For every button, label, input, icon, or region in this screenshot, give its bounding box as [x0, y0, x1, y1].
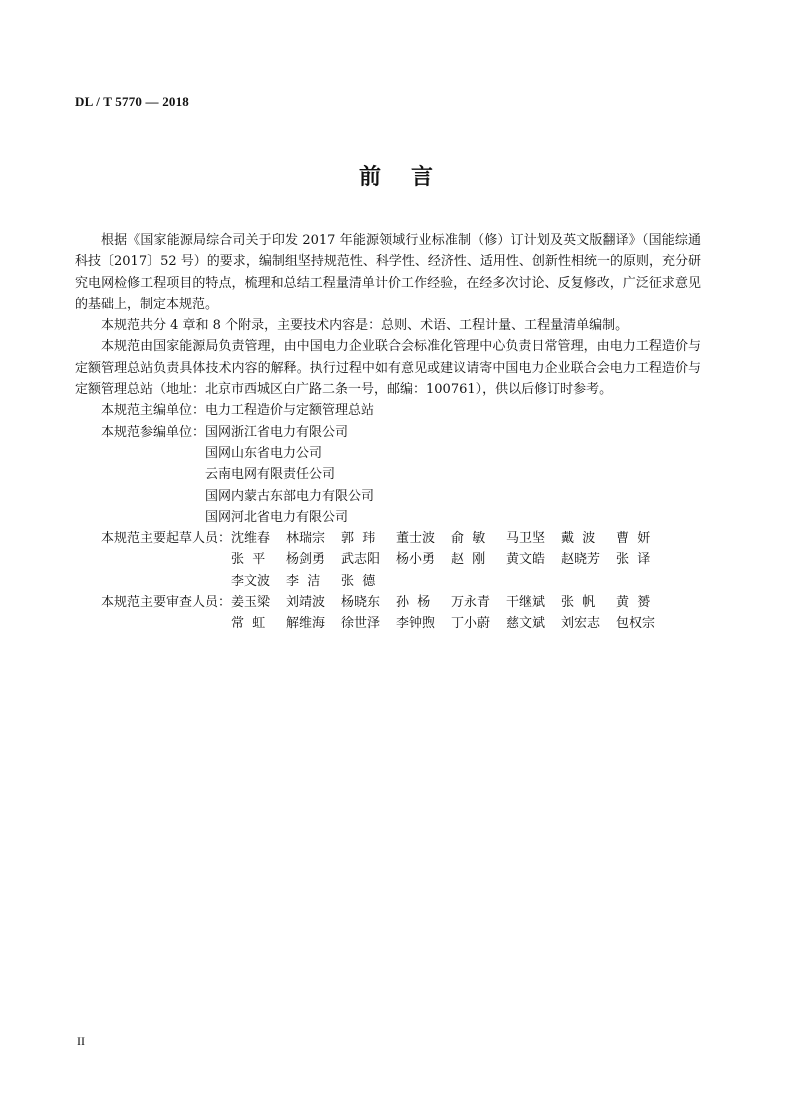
participating-units: [205, 422, 374, 528]
drafter-name: 武志阳: [341, 552, 381, 568]
reviewers-names: [231, 592, 671, 635]
drafter-name: 杨小勇: [396, 552, 436, 568]
drafter-name: 张 德: [341, 573, 376, 589]
page-title: 前言: [358, 165, 463, 190]
participating-unit: 国网内蒙古东部电力有限公司: [205, 488, 375, 504]
drafter-name: 董士波: [396, 531, 436, 547]
drafter-name: 沈维春: [231, 531, 271, 547]
page-number: II: [77, 1034, 85, 1048]
reviewer-name: 孙 杨: [396, 595, 431, 611]
reviewers-label: 本规范主要审查人员：: [101, 595, 232, 611]
drafter-name: 赵 刚: [451, 552, 486, 568]
drafter-name: 马卫坚: [506, 531, 546, 547]
chief-editor-section: [75, 400, 701, 421]
drafters-names: [231, 528, 671, 592]
drafter-name: 李 洁: [286, 573, 321, 589]
drafter-name: 俞 敏: [451, 531, 486, 547]
paragraph-management: 本规范由国家能源局负责管理，由中国电力企业联合会标准化管理中心负责日常管理，由电力工程造价与定额管理总站负责具体技术内容的解释。执行过程中如有意见或建议请寄中国电力企业联合会电力工程造价与定额管理总站（地址：北京市西城区白广路二条一号，邮编：100761），供以后修订时参考。: [75, 339, 701, 398]
preface-body: [75, 230, 701, 635]
paragraph-basis: 根据《国家能源局综合司关于印发 2017 年能源领域行业标准制（修）订计划及英文版翻译》（国能综通科技〔2017〕52 号）的要求，编制组坚持规范性、科学性、经济性、适用性、创新性相统一的原则，充分研究电网检修工程项目的特点，梳理和总结工程量清单计价工作经验，在经多次讨论、反复修改，广泛征求意见的基础上，制定本规范。: [75, 233, 701, 312]
document-code: DL / T 5770 — 2018: [75, 94, 190, 109]
participating-unit: 国网河北省电力有限公司: [205, 509, 349, 525]
drafter-name: 戴 波: [561, 531, 596, 547]
chief-editor-unit: 电力工程造价与定额管理总站: [205, 403, 375, 419]
participating-unit: 国网浙江省电力有限公司: [205, 424, 349, 440]
drafters-label: 本规范主要起草人员：: [101, 531, 232, 547]
drafter-name: 黄文皓: [506, 552, 546, 568]
reviewer-name: 包权宗: [616, 616, 656, 632]
reviewer-name: 杨晓东: [341, 595, 381, 611]
paragraph-contents: 本规范共分 4 章和 8 个附录，主要技术内容是：总则、术语、工程计量、工程量清单编制。: [101, 318, 629, 334]
chief-editor-label: 本规范主编单位：: [101, 403, 206, 419]
drafter-name: 赵晓芳: [561, 552, 601, 568]
reviewer-name: 解维海: [286, 616, 326, 632]
drafter-name: 张 译: [616, 552, 651, 568]
reviewer-name: 干继斌: [506, 595, 546, 611]
participating-section: [75, 422, 701, 528]
reviewer-name: 徐世泽: [341, 616, 381, 632]
drafter-name: 张 平: [231, 552, 266, 568]
reviewer-name: 万永青: [451, 595, 491, 611]
reviewer-name: 黄 赟: [616, 595, 651, 611]
drafter-name: 郭 玮: [341, 531, 376, 547]
reviewers-section: [75, 592, 701, 635]
reviewer-name: 刘宏志: [561, 616, 601, 632]
participating-unit: 国网山东省电力公司: [205, 445, 323, 461]
drafter-name: 李文波: [231, 573, 271, 589]
drafters-section: [75, 528, 701, 592]
reviewer-name: 常 虹: [231, 616, 266, 632]
reviewer-name: 李钟煦: [396, 616, 436, 632]
drafter-name: 曹 妍: [616, 531, 651, 547]
reviewer-name: 慈文斌: [506, 616, 546, 632]
reviewer-name: 姜玉梁: [231, 595, 271, 611]
drafter-name: 杨剑勇: [286, 552, 326, 568]
participating-unit: 云南电网有限责任公司: [205, 467, 336, 483]
reviewer-name: 丁小蔚: [451, 616, 491, 632]
reviewer-name: 刘靖波: [286, 595, 326, 611]
drafter-name: 林瑞宗: [286, 531, 326, 547]
reviewer-name: 张 帆: [561, 595, 596, 611]
participating-label: 本规范参编单位：: [101, 424, 206, 440]
